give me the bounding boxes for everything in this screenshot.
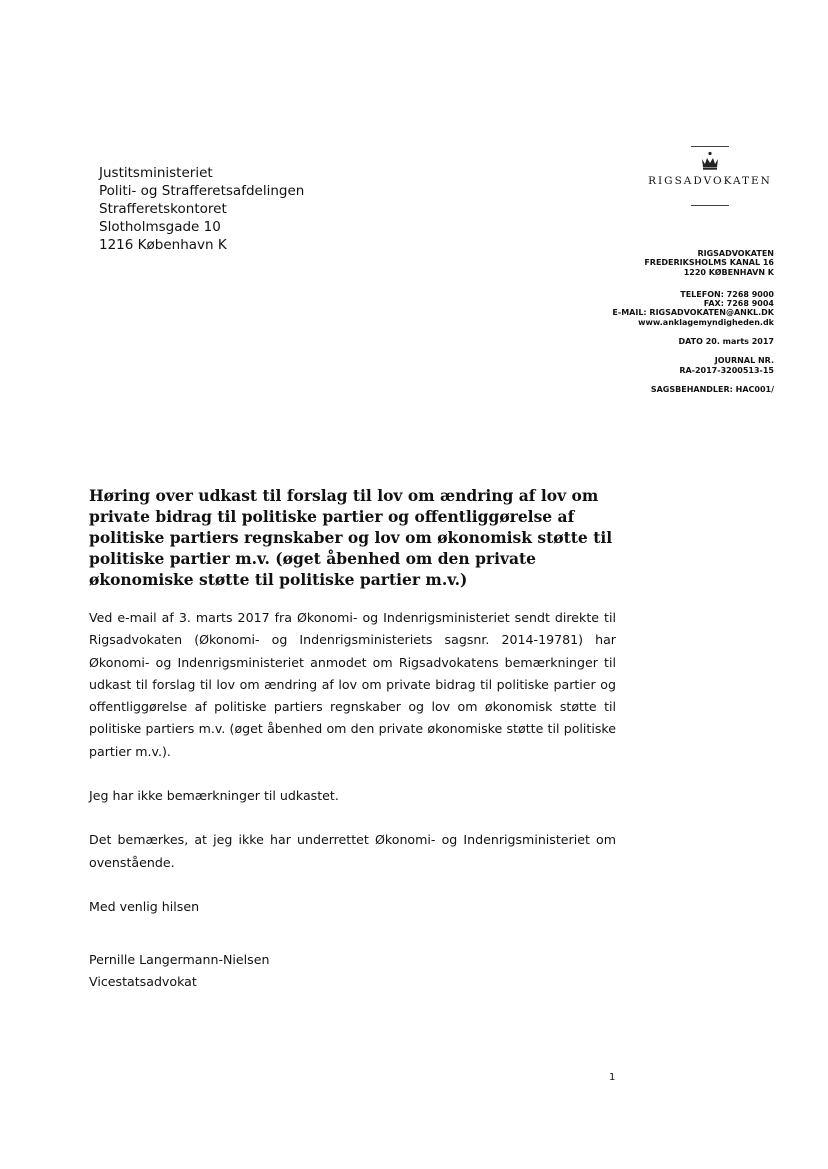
signer-name: Pernille Langermann-Nielsen	[89, 952, 270, 967]
sender-website: www.anklagemyndigheden.dk	[638, 317, 774, 327]
journal-number: RA-2017-3200513-15	[679, 365, 774, 375]
sender-org: RIGSADVOKATEN	[697, 249, 774, 258]
signature-block	[89, 949, 269, 994]
recipient-line: Politi- og Strafferetsafdelingen	[99, 183, 305, 199]
letterhead-logo	[640, 146, 780, 206]
signer-title: Vicestatsadvokat	[89, 974, 197, 990]
sender-city: 1220 KØBENHAVN K	[683, 267, 774, 277]
letter-title: Høring over udkast til forslag til lov om ændring af lov om private bidrag til politiske partier og offentliggørelse af politiske partiers regnskaber og lov om økonomisk støtte til politiske partier m.v. (øget åbenhed om den private økonomiske støtte til politiske partier m.v.)	[89, 486, 613, 589]
crown-icon	[700, 151, 720, 171]
closing: Med venlig hilsen	[89, 898, 200, 914]
letter-body	[89, 607, 616, 918]
journal-label: JOURNAL NR.	[714, 356, 774, 366]
recipient-line: Slotholmsgade 10	[99, 219, 221, 235]
recipient-address	[99, 164, 304, 254]
sender-street: FREDERIKSHOLMS KANAL 16	[644, 258, 774, 268]
letter-date: DATO 20. marts 2017	[678, 337, 774, 347]
sender-phone: TELEFON: 7268 9000	[680, 289, 774, 299]
recipient-line: 1216 København K	[99, 237, 227, 253]
caseworker: SAGSBEHANDLER: HAC001/	[650, 384, 774, 394]
logo-name: RIGSADVOKATEN	[648, 175, 772, 187]
page-number: 1	[609, 1072, 616, 1083]
sender-details	[612, 249, 774, 394]
logo-divider	[691, 205, 729, 206]
paragraph: Det bemærkes, at jeg ikke har underrettet Økonomi- og Indenrigsministeriet om ovenstående.	[89, 832, 616, 870]
logo-divider	[691, 146, 729, 147]
sender-email: E-MAIL: RIGSADVOKATEN@ANKL.DK	[612, 308, 774, 318]
paragraph: Ved e-mail af 3. marts 2017 fra Økonomi- og Indenrigsministeriet sendt direkte til Rigsadvokaten (Økonomi- og Indenrigsministeriets sagsnr. 2014-19781) har Økonomi- og Indenrigsministeriet anmodet om Rigsadvokatens bemærkninger til udkast til forslag til lov om ændring af lov om private bidrag til politiske partier og offentliggørelse af politiske partiers regnskaber og lov om økonomisk støtte til politiske partiers m.v. (øget åbenhed om den private økonomiske støtte til politiske partier m.v.).	[89, 610, 616, 759]
recipient-line: Justitsministeriet	[99, 165, 213, 181]
sender-fax: FAX: 7268 9004	[703, 299, 774, 309]
paragraph: Jeg har ikke bemærkninger til udkastet.	[89, 788, 339, 804]
recipient-line: Strafferetskontoret	[99, 201, 227, 217]
